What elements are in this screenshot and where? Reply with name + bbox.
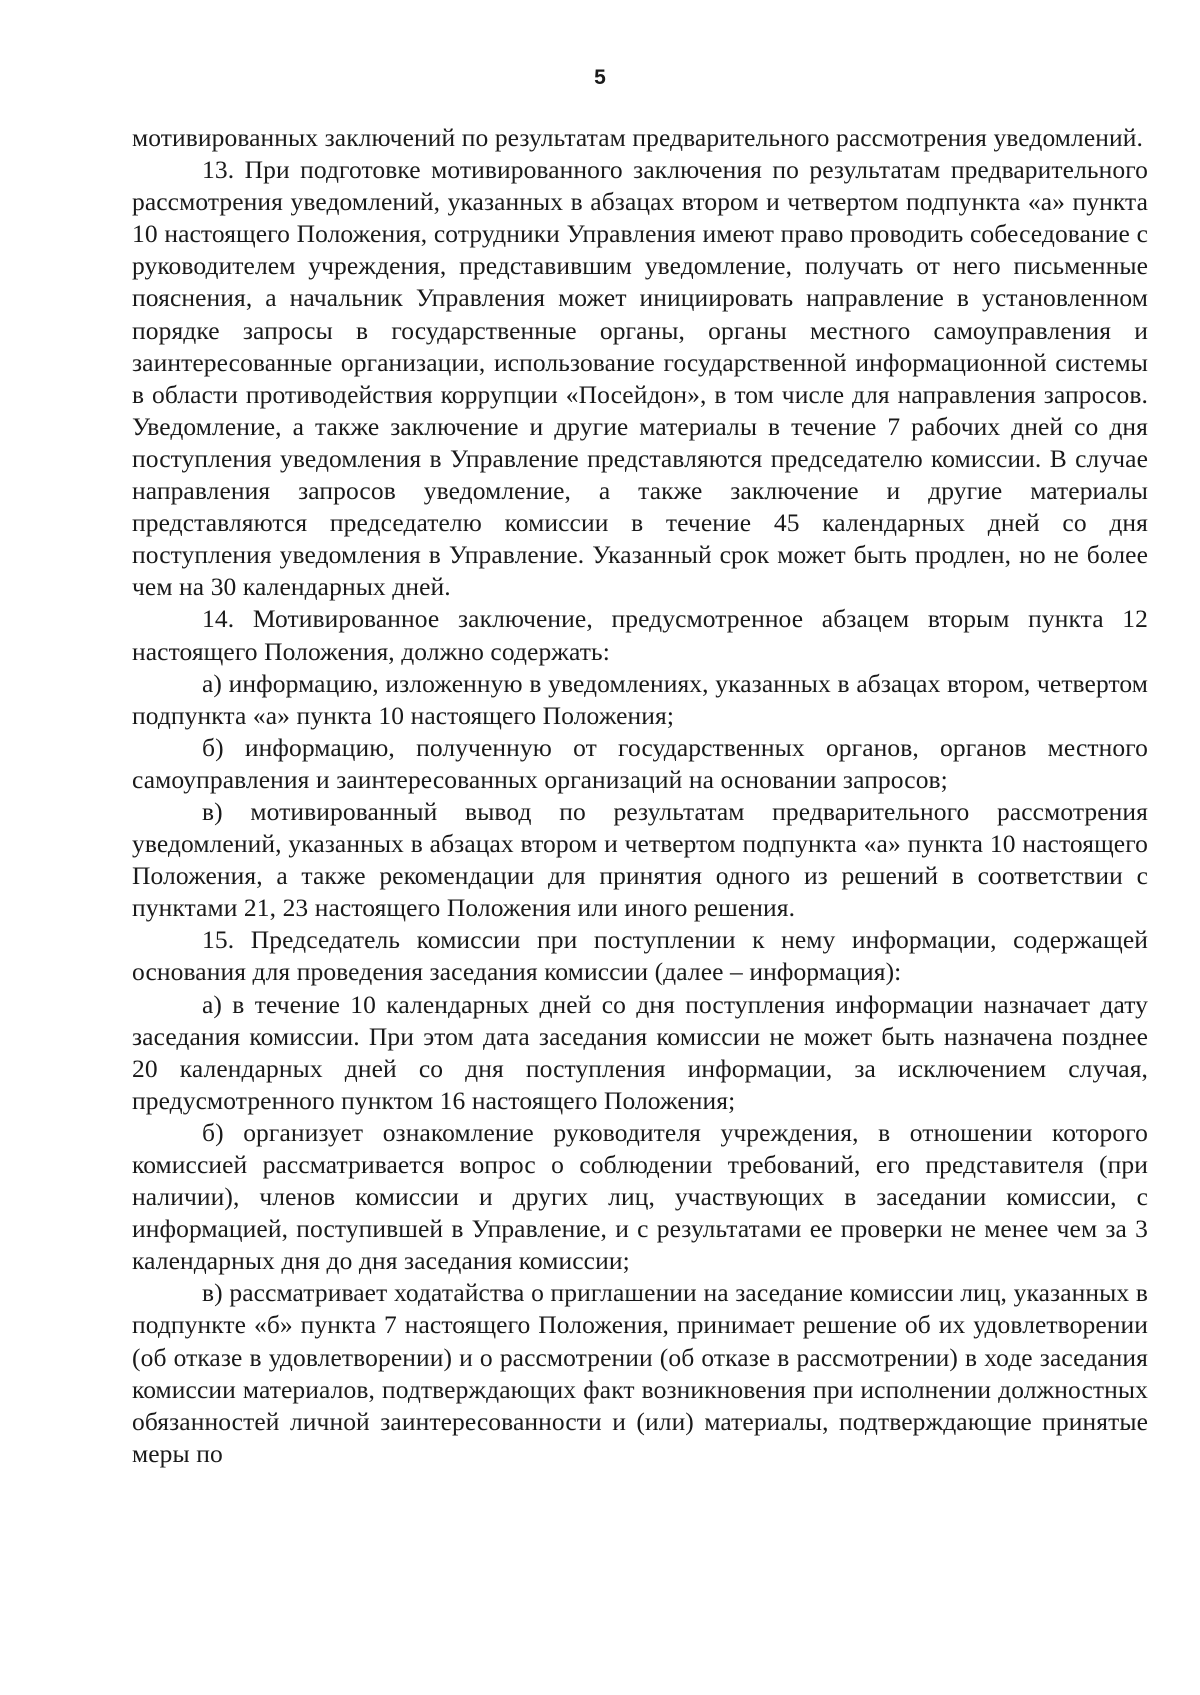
paragraph-13: 13. При подготовке мотивированного заключения по результатам предварительного рассмотрения уведомлений, указанных в абзацах втором и четвертом подпункта «а» пункта 10 настоящего Положения, сотрудники Управления имеют право проводить собеседование с руководителем учреждения, представившим уведомление, получать от него письменные пояснения, а начальник Управления может инициировать направление в установленном порядке запросы в государственные органы, органы местного самоуправления и заинтересованные организации, использование государственной информационной системы в области противодействия коррупции «Посейдон», в том числе для направления запросов. Уведомление, а также заключение и другие материалы в течение 7 рабочих дней со дня поступления уведомления в Управление представляются председателю комиссии. В случае направления запросов уведомление, а также заключение и другие материалы представляются председателю комиссии в течение 45 календарных дней со дня поступления уведомления в Управление. Указанный срок может быть продлен, но не более чем на 30 календарных дней.: [132, 155, 1148, 602]
document-body: [132, 122, 1148, 1470]
page-number: 5: [594, 66, 606, 89]
paragraph-14-a: а) информацию, изложенную в уведомлениях, указанных в абзацах втором, четвертом подпункта «а» пункта 10 настоящего Положения;: [132, 668, 1148, 730]
paragraph-15-a: а) в течение 10 календарных дней со дня поступления информации назначает дату заседания комиссии. При этом дата заседания комиссии не может быть назначена позднее 20 календарных дней со дня поступления информации, за исключением случая, предусмотренного пунктом 16 настоящего Положения;: [132, 989, 1148, 1115]
paragraph-14: 14. Мотивированное заключение, предусмотренное абзацем вторым пункта 12 настоящего Положения, должно содержать:: [132, 604, 1148, 666]
paragraph-continuation: мотивированных заключений по результатам предварительного рассмотрения уведомлений.: [132, 123, 1144, 152]
paragraph-15-b: б) организует ознакомление руководителя учреждения, в отношении которого комиссией рассматривается вопрос о соблюдении требований, его представителя (при наличии), членов комиссии и других лиц, участвующих в заседании комиссии, с информацией, поступившей в Управление, и с результатами ее проверки не менее чем за 3 календарных дня до дня заседания комиссии;: [132, 1117, 1148, 1276]
paragraph-15: 15. Председатель комиссии при поступлении к нему информации, содержащей основания для проведения заседания комиссии (далее – информация):: [132, 925, 1148, 987]
paragraph-15-v: в) рассматривает ходатайства о приглашении на заседание комиссии лиц, указанных в подпункте «б» пункта 7 настоящего Положения, принимает решение об их удовлетворении (об отказе в удовлетворении) и о рассмотрении (об отказе в рассмотрении) в ходе заседания комиссии материалов, подтверждающих факт возникновения при исполнении должностных обязанностей личной заинтересованности и (или) материалы, подтверждающие принятые меры по: [132, 1278, 1148, 1468]
paragraph-14-b: б) информацию, полученную от государственных органов, органов местного самоуправления и заинтересованных организаций на основании запросов;: [132, 732, 1148, 794]
paragraph-14-v: в) мотивированный вывод по результатам предварительного рассмотрения уведомлений, указанных в абзацах втором и четвертом подпункта «а» пункта 10 настоящего Положения, а также рекомендации для принятия одного из решений в соответствии с пунктами 21, 23 настоящего Положения или иного решения.: [132, 796, 1148, 923]
